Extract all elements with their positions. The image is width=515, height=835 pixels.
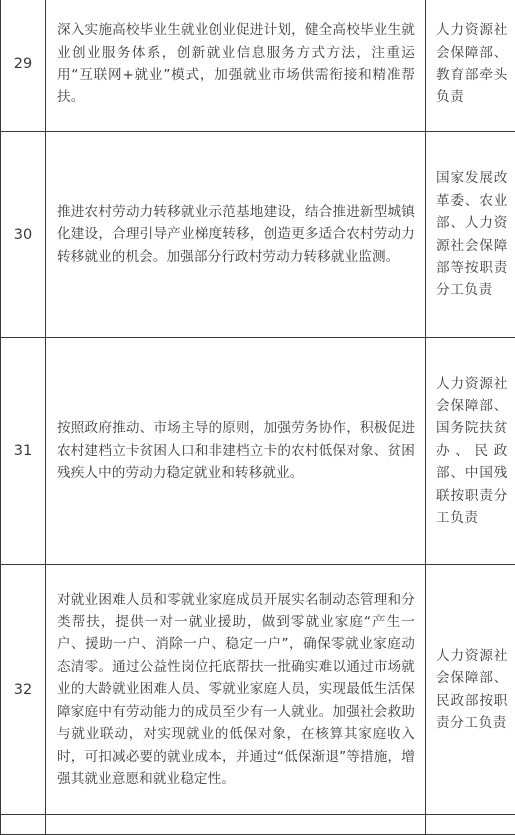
measure-description (46, 815, 426, 835)
row-number: 30 (1, 132, 46, 338)
responsible-departments: 人力资源社会保障部、教育部牵头负责 (426, 0, 515, 132)
responsible-departments: 国家发展改革委、农业部、人力资源社会保障部等按职责分工负责 (426, 132, 515, 338)
responsible-departments: 人力资源社会保障部、国务院扶贫办、民政部、中国残联按职责分工负责 (426, 338, 515, 565)
measure-description: 深入实施高校毕业生就业创业促进计划，健全高校毕业生就业创业服务体系，创新就业信息服务方式方法，注重运用“互联网+就业”模式，加强就业市场供需衔接和精准帮扶。 (46, 0, 426, 132)
table-row (1, 338, 515, 565)
measure-description: 按照政府推动、市场主导的原则，加强劳务协作，积极促进农村建档立卡贫困人口和非建档立卡的农村低保对象、贫困残疾人中的劳动力稳定就业和转移就业。 (46, 338, 426, 565)
row-number (1, 815, 46, 835)
responsible-departments (426, 815, 515, 835)
row-number: 29 (1, 0, 46, 132)
table-row (1, 565, 515, 815)
table-row (1, 815, 515, 835)
table-row (1, 0, 515, 132)
measure-description: 对就业困难人员和零就业家庭成员开展实名制动态管理和分类帮扶，提供一对一就业援助，做到零就业家庭“产生一户、援助一户、消除一户、稳定一户”，确保零就业家庭动态清零。通过公益性岗位托底帮扶一批确实难以通过市场就业的大龄就业困难人员、零就业家庭人员，实现最低生活保障家庭中有劳动能力的成员至少有一人就业。加强社会救助与就业联动，对实现就业的低保对象，在核算其家庭收入时，可扣减必要的就业成本，并通过“低保渐退”等措施，增强其就业意愿和就业稳定性。 (46, 565, 426, 815)
row-number: 31 (1, 338, 46, 565)
table-row (1, 132, 515, 338)
responsible-departments: 人力资源社会保障部、民政部按职责分工负责 (426, 565, 515, 815)
row-number: 32 (1, 565, 46, 815)
measure-description: 推进农村劳动力转移就业示范基地建设，结合推进新型城镇化建设，合理引导产业梯度转移，创造更多适合农村劳动力转移就业的机会。加强部分行政村劳动力转移就业监测。 (46, 132, 426, 338)
